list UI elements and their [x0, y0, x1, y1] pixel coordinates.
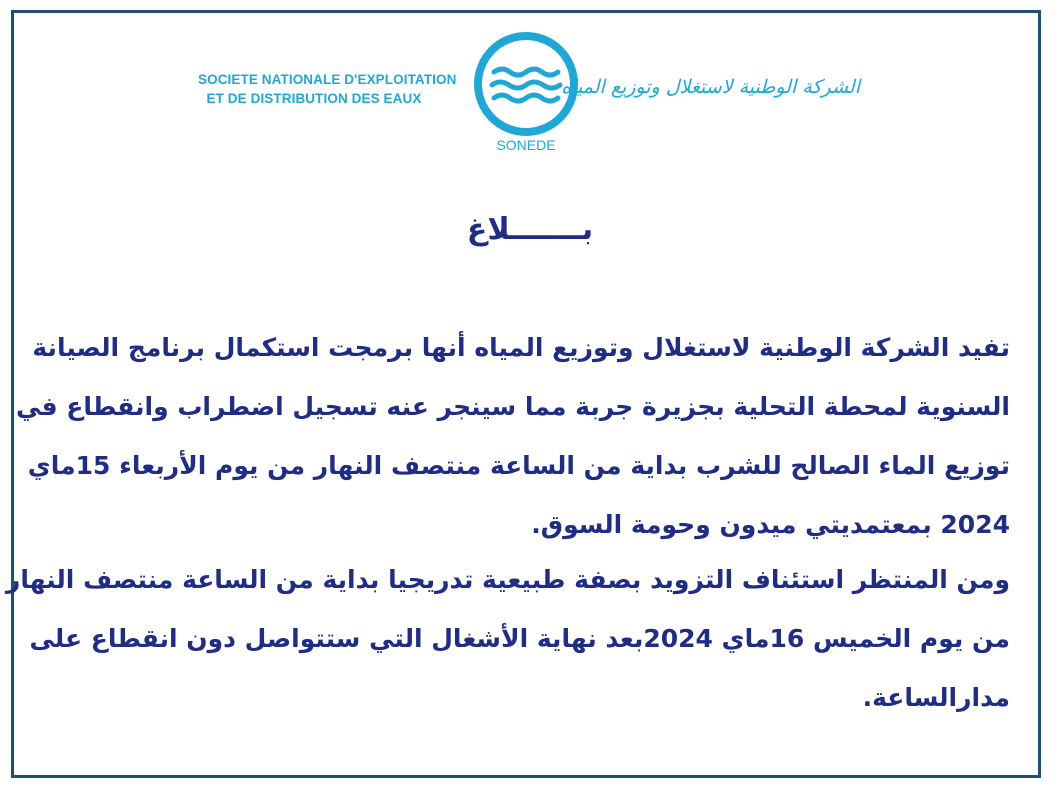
company-name-arabic: الشركة الوطنية لاستغلال وتوزيع المياه — [561, 76, 860, 98]
body-line: ومن المنتظر استئناف التزويد بصفة طبيعية تدريجيا بداية من الساعة منتصف النهار — [5, 565, 1010, 594]
company-name-french — [198, 70, 457, 108]
body-line: مدارالساعة. — [862, 683, 1010, 712]
logo-caption: SONEDE — [496, 137, 556, 153]
notice-body — [5, 318, 1010, 727]
company-name-french-line1: SOCIETE NATIONALE D'EXPLOITATION — [198, 72, 457, 87]
body-line: من يوم الخميس 16ماي 2024بعد نهاية الأشغال التي ستتواصل دون انقطاع على — [29, 624, 1010, 653]
notice-title: بـــــــلاغ — [466, 212, 594, 247]
body-line: توزيع الماء الصالح للشرب بداية من الساعة منتصف النهار من يوم الأربعاء 15ماي — [27, 451, 1010, 480]
company-name-french-line2: ET DE DISTRIBUTION DES EAUX — [206, 91, 422, 106]
letterhead — [0, 0, 1058, 170]
body-line: تفيد الشركة الوطنية لاستغلال وتوزيع المياه أنها برمجت استكمال برنامج الصيانة — [32, 333, 1010, 362]
body-line: السنوية لمحطة التحلية بجزيرة جربة مما سينجر عنه تسجيل اضطراب وانقطاع في — [15, 392, 1010, 421]
body-line: 2024 بمعتمديتي ميدون وحومة السوق. — [531, 510, 1010, 539]
